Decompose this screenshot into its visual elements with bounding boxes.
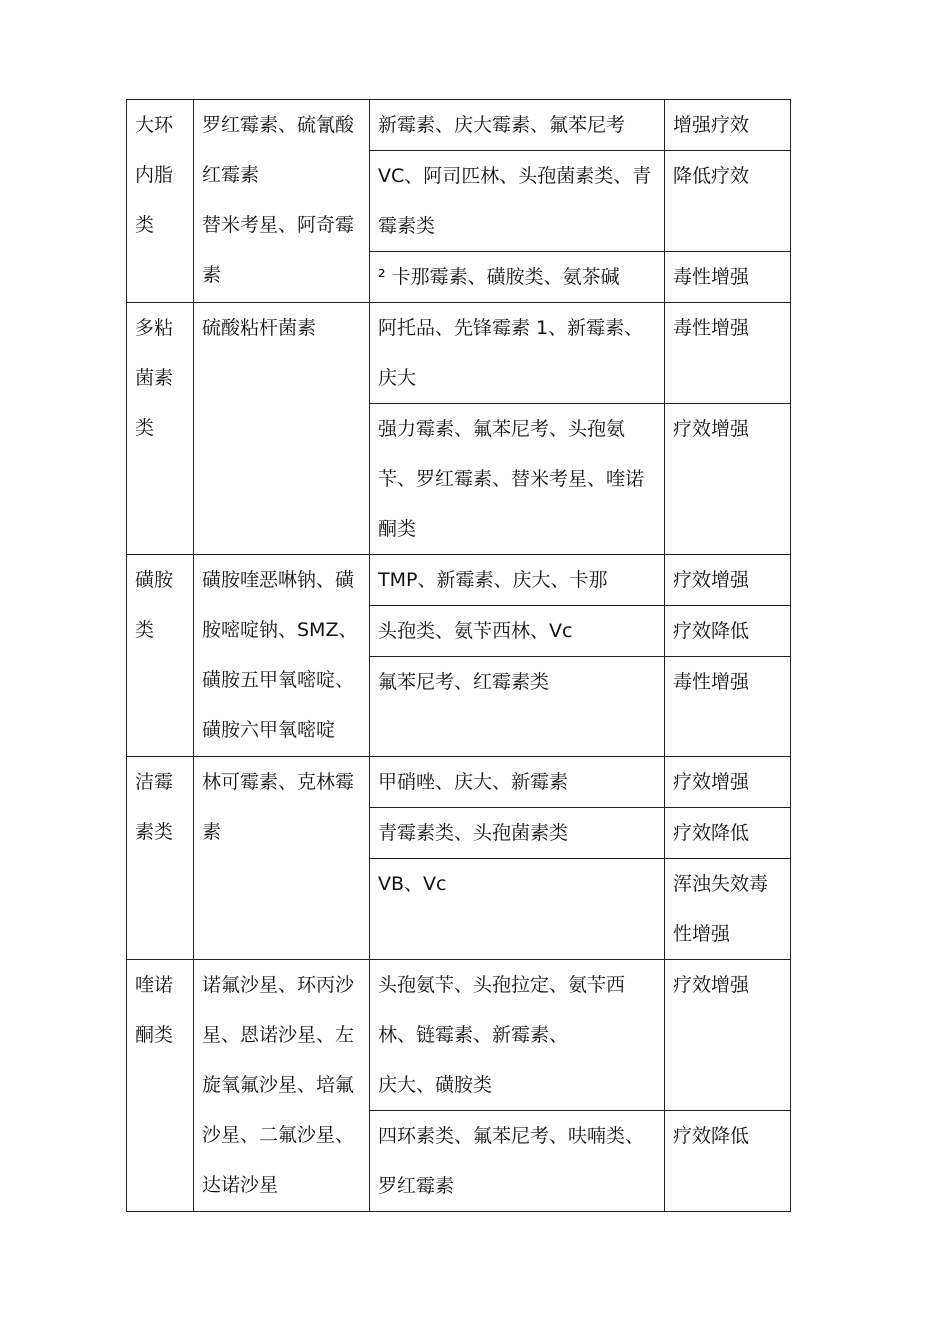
effect-cell: 疗效增强 <box>665 404 791 555</box>
drugs-cell: 硫酸粘杆菌素 <box>194 303 370 555</box>
category-cell: 洁霉素类 <box>127 757 194 960</box>
drugs-cell: 诺氟沙星、环丙沙星、恩诺沙星、左旋氧氟沙星、培氟沙星、二氟沙星、达诺沙星 <box>194 960 370 1212</box>
combination-cell: 新霉素、庆大霉素、氟苯尼考 <box>370 100 665 151</box>
drug-interaction-table <box>126 99 791 1212</box>
effect-cell: 毒性增强 <box>665 303 791 404</box>
effect-cell: 浑浊失效毒性增强 <box>665 859 791 960</box>
combination-cell: 氟苯尼考、红霉素类 <box>370 657 665 757</box>
effect-cell: 毒性增强 <box>665 252 791 303</box>
category-cell: 多粘菌素类 <box>127 303 194 555</box>
table-row <box>127 960 791 1111</box>
combination-cell: VB、Vc <box>370 859 665 960</box>
category-cell: 磺胺类 <box>127 555 194 757</box>
effect-cell: 疗效增强 <box>665 757 791 808</box>
effect-cell: 疗效增强 <box>665 555 791 606</box>
combination-cell: 青霉素类、头孢菌素类 <box>370 808 665 859</box>
table-row <box>127 757 791 808</box>
table-row <box>127 555 791 606</box>
drugs-cell: 罗红霉素、硫氰酸红霉素 替米考星、阿奇霉素 <box>194 100 370 303</box>
combination-cell: 阿托品、先锋霉素 1、新霉素、庆大 <box>370 303 665 404</box>
combination-cell: VC、阿司匹林、头孢菌素类、青霉素类 <box>370 151 665 252</box>
effect-cell: 疗效降低 <box>665 808 791 859</box>
drugs-cell: 磺胺喹恶啉钠、磺胺嘧啶钠、SMZ、磺胺五甲氧嘧啶、磺胺六甲氧嘧啶 <box>194 555 370 757</box>
combination-cell: 甲硝唑、庆大、新霉素 <box>370 757 665 808</box>
combination-cell: 强力霉素、氟苯尼考、头孢氨苄、罗红霉素、替米考星、喹诺酮类 <box>370 404 665 555</box>
combination-cell: 四环素类、氟苯尼考、呋喃类、罗红霉素 <box>370 1111 665 1212</box>
effect-cell: 毒性增强 <box>665 657 791 757</box>
drugs-cell: 林可霉素、克林霉素 <box>194 757 370 960</box>
effect-cell: 疗效增强 <box>665 960 791 1111</box>
effect-cell: 降低疗效 <box>665 151 791 252</box>
effect-cell: 疗效降低 <box>665 1111 791 1212</box>
combination-cell: 头孢氨苄、头孢拉定、氨苄西林、链霉素、新霉素、 庆大、磺胺类 <box>370 960 665 1111</box>
category-cell: 喹诺酮类 <box>127 960 194 1212</box>
table-row <box>127 100 791 151</box>
combination-cell: TMP、新霉素、庆大、卡那 <box>370 555 665 606</box>
category-cell: 大环内脂类 <box>127 100 194 303</box>
table-row <box>127 303 791 404</box>
combination-cell: ² 卡那霉素、磺胺类、氨茶碱 <box>370 252 665 303</box>
combination-cell: 头孢类、氨苄西林、Vc <box>370 606 665 657</box>
effect-cell: 增强疗效 <box>665 100 791 151</box>
effect-cell: 疗效降低 <box>665 606 791 657</box>
